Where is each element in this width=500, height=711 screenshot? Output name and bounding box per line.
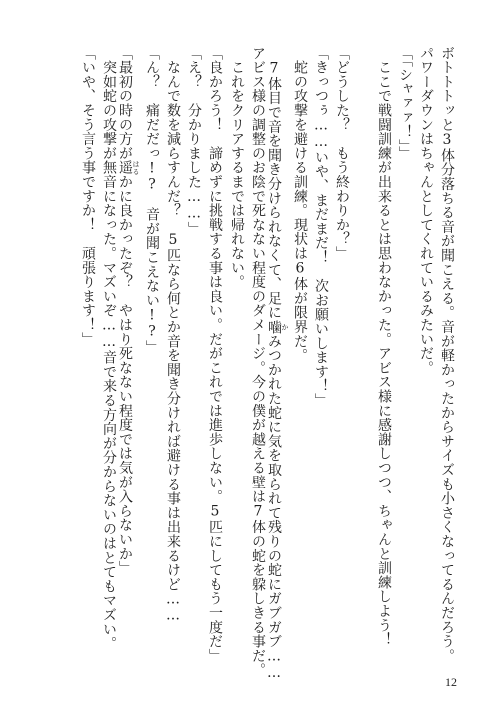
text-column: 「きっつぅ……いや、まだまだ！ 次お願いします！」 <box>313 46 329 408</box>
ruby-reading: か <box>281 319 289 335</box>
text-column: アビス様の調整のお陰で死なない程度のダメージ。今の僕が越える壁は7体の蛇を躱しきる事だ。 <box>250 46 266 678</box>
page-number: 12 <box>445 675 457 689</box>
text-column <box>266 46 289 686</box>
text-segment: かに良かったぞ？ やはり死なない程度では気が入らないか」 <box>117 174 133 576</box>
text-column: パワーダウンはちゃんとしてくれているみたいだ。 <box>418 46 434 375</box>
ruby-reading: はる <box>132 160 140 175</box>
ruby-word <box>266 319 289 335</box>
text-column: 「ん？ 痛だだっ!? 音が聞こえない!?」 <box>144 46 160 355</box>
text-segment: 7体目で音を聞き分けられなくて、足に <box>266 46 282 320</box>
text-column: なんで数を減らすんだ？ 5匹なら何とか音を聞き分ければ避ける事は出来るけど…… <box>165 46 181 624</box>
text-column: ここで戦闘訓練が出来るとは思わなかった。アビス様に感謝しつつ、ちゃんと訓練しよう！ <box>376 46 392 647</box>
text-column: 突如蛇の攻撃が無音になった。マズいぞ……音で来る方向が分からないのはとてもマズい。 <box>101 46 117 651</box>
text-column: 「いや、そう言う事ですか！ 頑張ります！」 <box>80 46 96 347</box>
text-column: 「「シャァァ！」」 <box>397 46 413 161</box>
text-column: 蛇の攻撃を避ける訓練。現状は6体が限界だ。 <box>292 46 308 363</box>
text-segment: みつかれた蛇に気を取られて残りの蛇にガブガブ…… <box>266 334 282 682</box>
text-column: これをクリアするまでは帰れない。 <box>229 46 245 290</box>
text-column <box>117 46 140 686</box>
text-segment: 「最初の時の方が <box>117 46 133 161</box>
ruby-word <box>117 160 140 175</box>
text-column: ボトトトッと3体分落ちる音が聞こえる。音が軽かったからサイズも小さくなってるんだろう。 <box>439 46 455 663</box>
text-column: 「え？ 分かりました……」 <box>186 46 202 236</box>
ruby-base: 遥 <box>117 160 133 175</box>
text-column: 「どうした？ もう終わりか？」 <box>334 46 350 261</box>
ruby-base: 噛 <box>266 319 282 335</box>
text-column: 「良かろう！ 諦めずに挑戦する事は良い。だがこれでは進歩しない。5匹にしてもう一度だ」 <box>207 46 223 663</box>
